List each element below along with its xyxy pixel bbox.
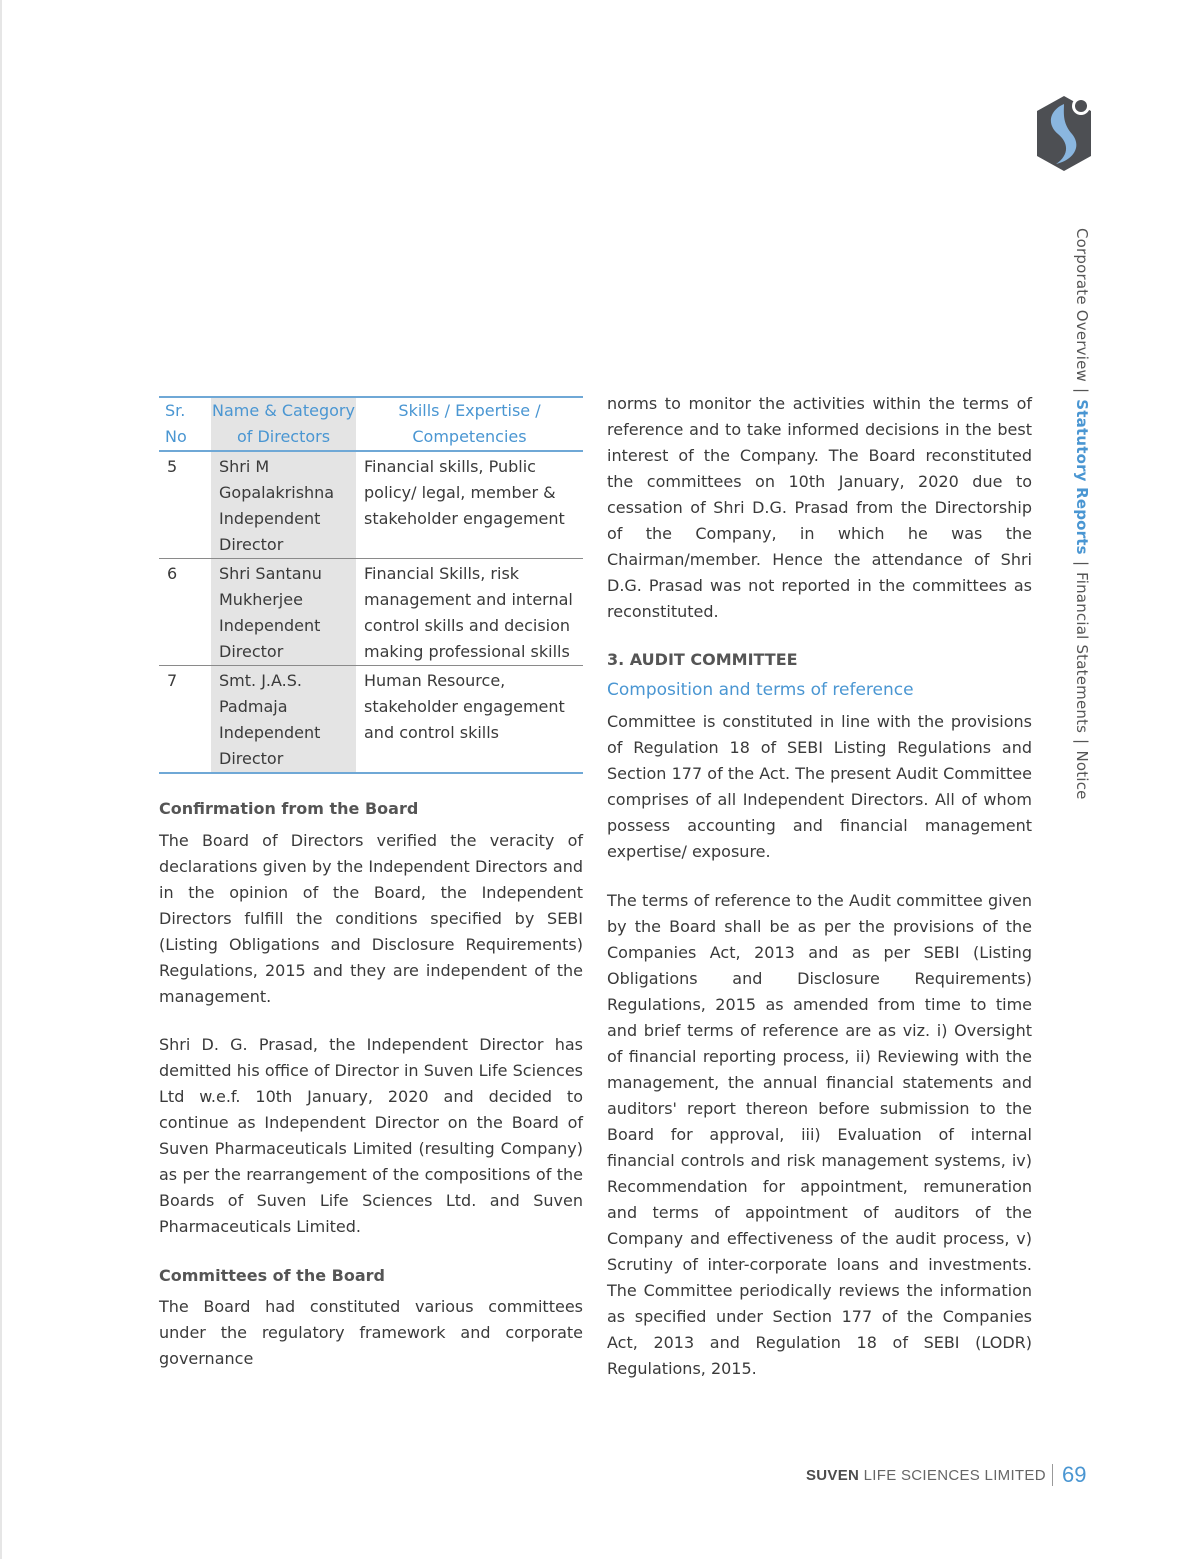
header-name-category: Name & Category of Directors [211,397,356,451]
director-name-line: Shri M [219,457,270,476]
table-row [159,451,583,559]
nav-separator: | [1073,560,1091,566]
cell-sr-no: 6 [167,564,178,583]
table-header-row [159,397,583,451]
cell-skills [356,451,583,559]
nav-notice[interactable]: Notice [1073,750,1091,800]
audit-committee-heading: 3. AUDIT COMMITTEE [607,650,798,669]
table-row [159,559,583,666]
page-footer [806,1462,1096,1490]
directors-skills-table [159,396,583,774]
director-name-line: Gopalakrishna [219,483,335,502]
cell-sr-no: 7 [167,671,178,690]
terms-of-reference-paragraph: The terms of reference to the Audit committee given by the Board shall be as per the provisions of the Companies Act, 2013 and as per SEBI (Listing Obligations and Disclosure Requirements) Regulations, 2015 as amended from time to time and brief terms of reference are as viz. i) Oversight of financial reporting process, ii) Reviewing with the management, the annual financial statements and auditors' report thereon before submission to the Board for approval, iii) Evaluation of internal financial controls and risk management systems, iv) Recommendation for appointment, remuneration and terms of appointment of auditors of the Company and effectiveness of the audit process, v) Scrutiny of inter-corporate loans and investments. The Committee periodically reviews the information as specified under Section 177 of the Companies Act, 2013 and Regulation 18 of SEBI (LODR) Regulations, 2015. [607,891,1032,1378]
skills-line: control skills and decision [364,616,571,635]
director-name-line: Shri Santanu [219,564,322,583]
cell-director-name [211,559,356,666]
skills-line: Financial Skills, risk [364,564,520,583]
cell-skills [356,666,583,774]
header-sr-no: Sr. No [165,401,187,446]
cell-director-name [211,451,356,559]
director-name-line: Director [219,535,284,554]
director-name-line: Director [219,642,284,661]
committees-continued-paragraph: norms to monitor the activities within the terms of reference and to take informed decisions in the best interest of the Company. The Board reconstituted the committees on 10th January, 2020 due to cessation of Shri D.G. Prasad from the Directorship of the Company, in which he was the Chairman/member. Hence the attendance of Shri D.G. Prasad was not reported in the committees as reconstituted. [607,394,1032,621]
confirmation-heading: Confirmation from the Board [159,799,419,818]
director-name-line: Independent [219,509,321,528]
director-name-line: Smt. J.A.S. [219,671,302,690]
cell-skills [356,559,583,666]
nav-corporate-overview[interactable]: Corporate Overview [1073,228,1091,382]
director-name-line: Padmaja [219,697,288,716]
skills-line: making professional skills [364,642,570,661]
composition-subheading: Composition and terms of reference [607,680,914,700]
footer-company-name [806,1467,1046,1484]
skills-line: Human Resource, [364,671,506,690]
page-number: 69 [1062,1462,1087,1487]
director-name-line: Mukherjee [219,590,303,609]
table-row [159,666,583,774]
skills-line: Financial skills, Public [364,457,536,476]
skills-line: and control skills [364,723,500,742]
composition-paragraph: Committee is constituted in line with the provisions of Regulation 18 of SEBI Listing Regulations and Section 177 of the Act. The present Audit Committee comprises of all Independent Directors. All of whom possess accounting and financial management expertise/ exposure. [607,712,1032,861]
committees-heading: Committees of the Board [159,1266,385,1285]
skills-line: stakeholder engagement [364,697,565,716]
footer-company-rest: LIFE SCIENCES LIMITED [859,1467,1046,1484]
table-body [159,451,583,773]
nav-separator: | [1073,739,1091,745]
cell-director-name [211,666,356,774]
director-name-line: Independent [219,723,321,742]
director-name-line: Director [219,749,284,768]
skills-line: stakeholder engagement [364,509,565,528]
cell-sr-no: 5 [167,457,178,476]
left-column [159,396,583,1372]
prasad-paragraph: Shri D. G. Prasad, the Independent Director has demitted his office of Director in Suven Life Sciences Ltd w.e.f. 10th January, 2020 and decided to continue as Independent Director on the Board of Suven Pharmaceuticals Limited (resulting Company) as per the rearrangement of the compositions of the Boards of Suven Life Sciences Ltd. and Suven Pharmaceuticals Limited. [159,1035,583,1236]
committees-paragraph: The Board had constituted various committees under the regulatory framework and corporate governance [159,1297,583,1368]
nav-financial-statements[interactable]: Financial Statements [1073,572,1091,734]
header-skills: Skills / Expertise / Competencies [398,401,541,446]
nav-statutory-reports[interactable]: Statutory Reports [1073,399,1091,555]
confirmation-paragraph: The Board of Directors verified the veracity of declarations given by the Independent Directors and in the opinion of the Board, the Independent Directors fulfill the conditions specified by SEBI (Listing Obligations and Disclosure Requirements) Regulations, 2015 and they are independent of the management. [159,831,583,1006]
footer-divider [1052,1464,1053,1486]
company-logo [1034,94,1094,174]
footer-company-bold: SUVEN [806,1467,860,1484]
page-edge [0,0,2,1559]
skills-line: policy/ legal, member & [364,483,556,502]
skills-line: management and internal [364,590,573,609]
nav-separator: | [1073,387,1091,394]
right-column [607,391,1032,1382]
side-section-nav [1073,228,1091,800]
director-name-line: Independent [219,616,321,635]
